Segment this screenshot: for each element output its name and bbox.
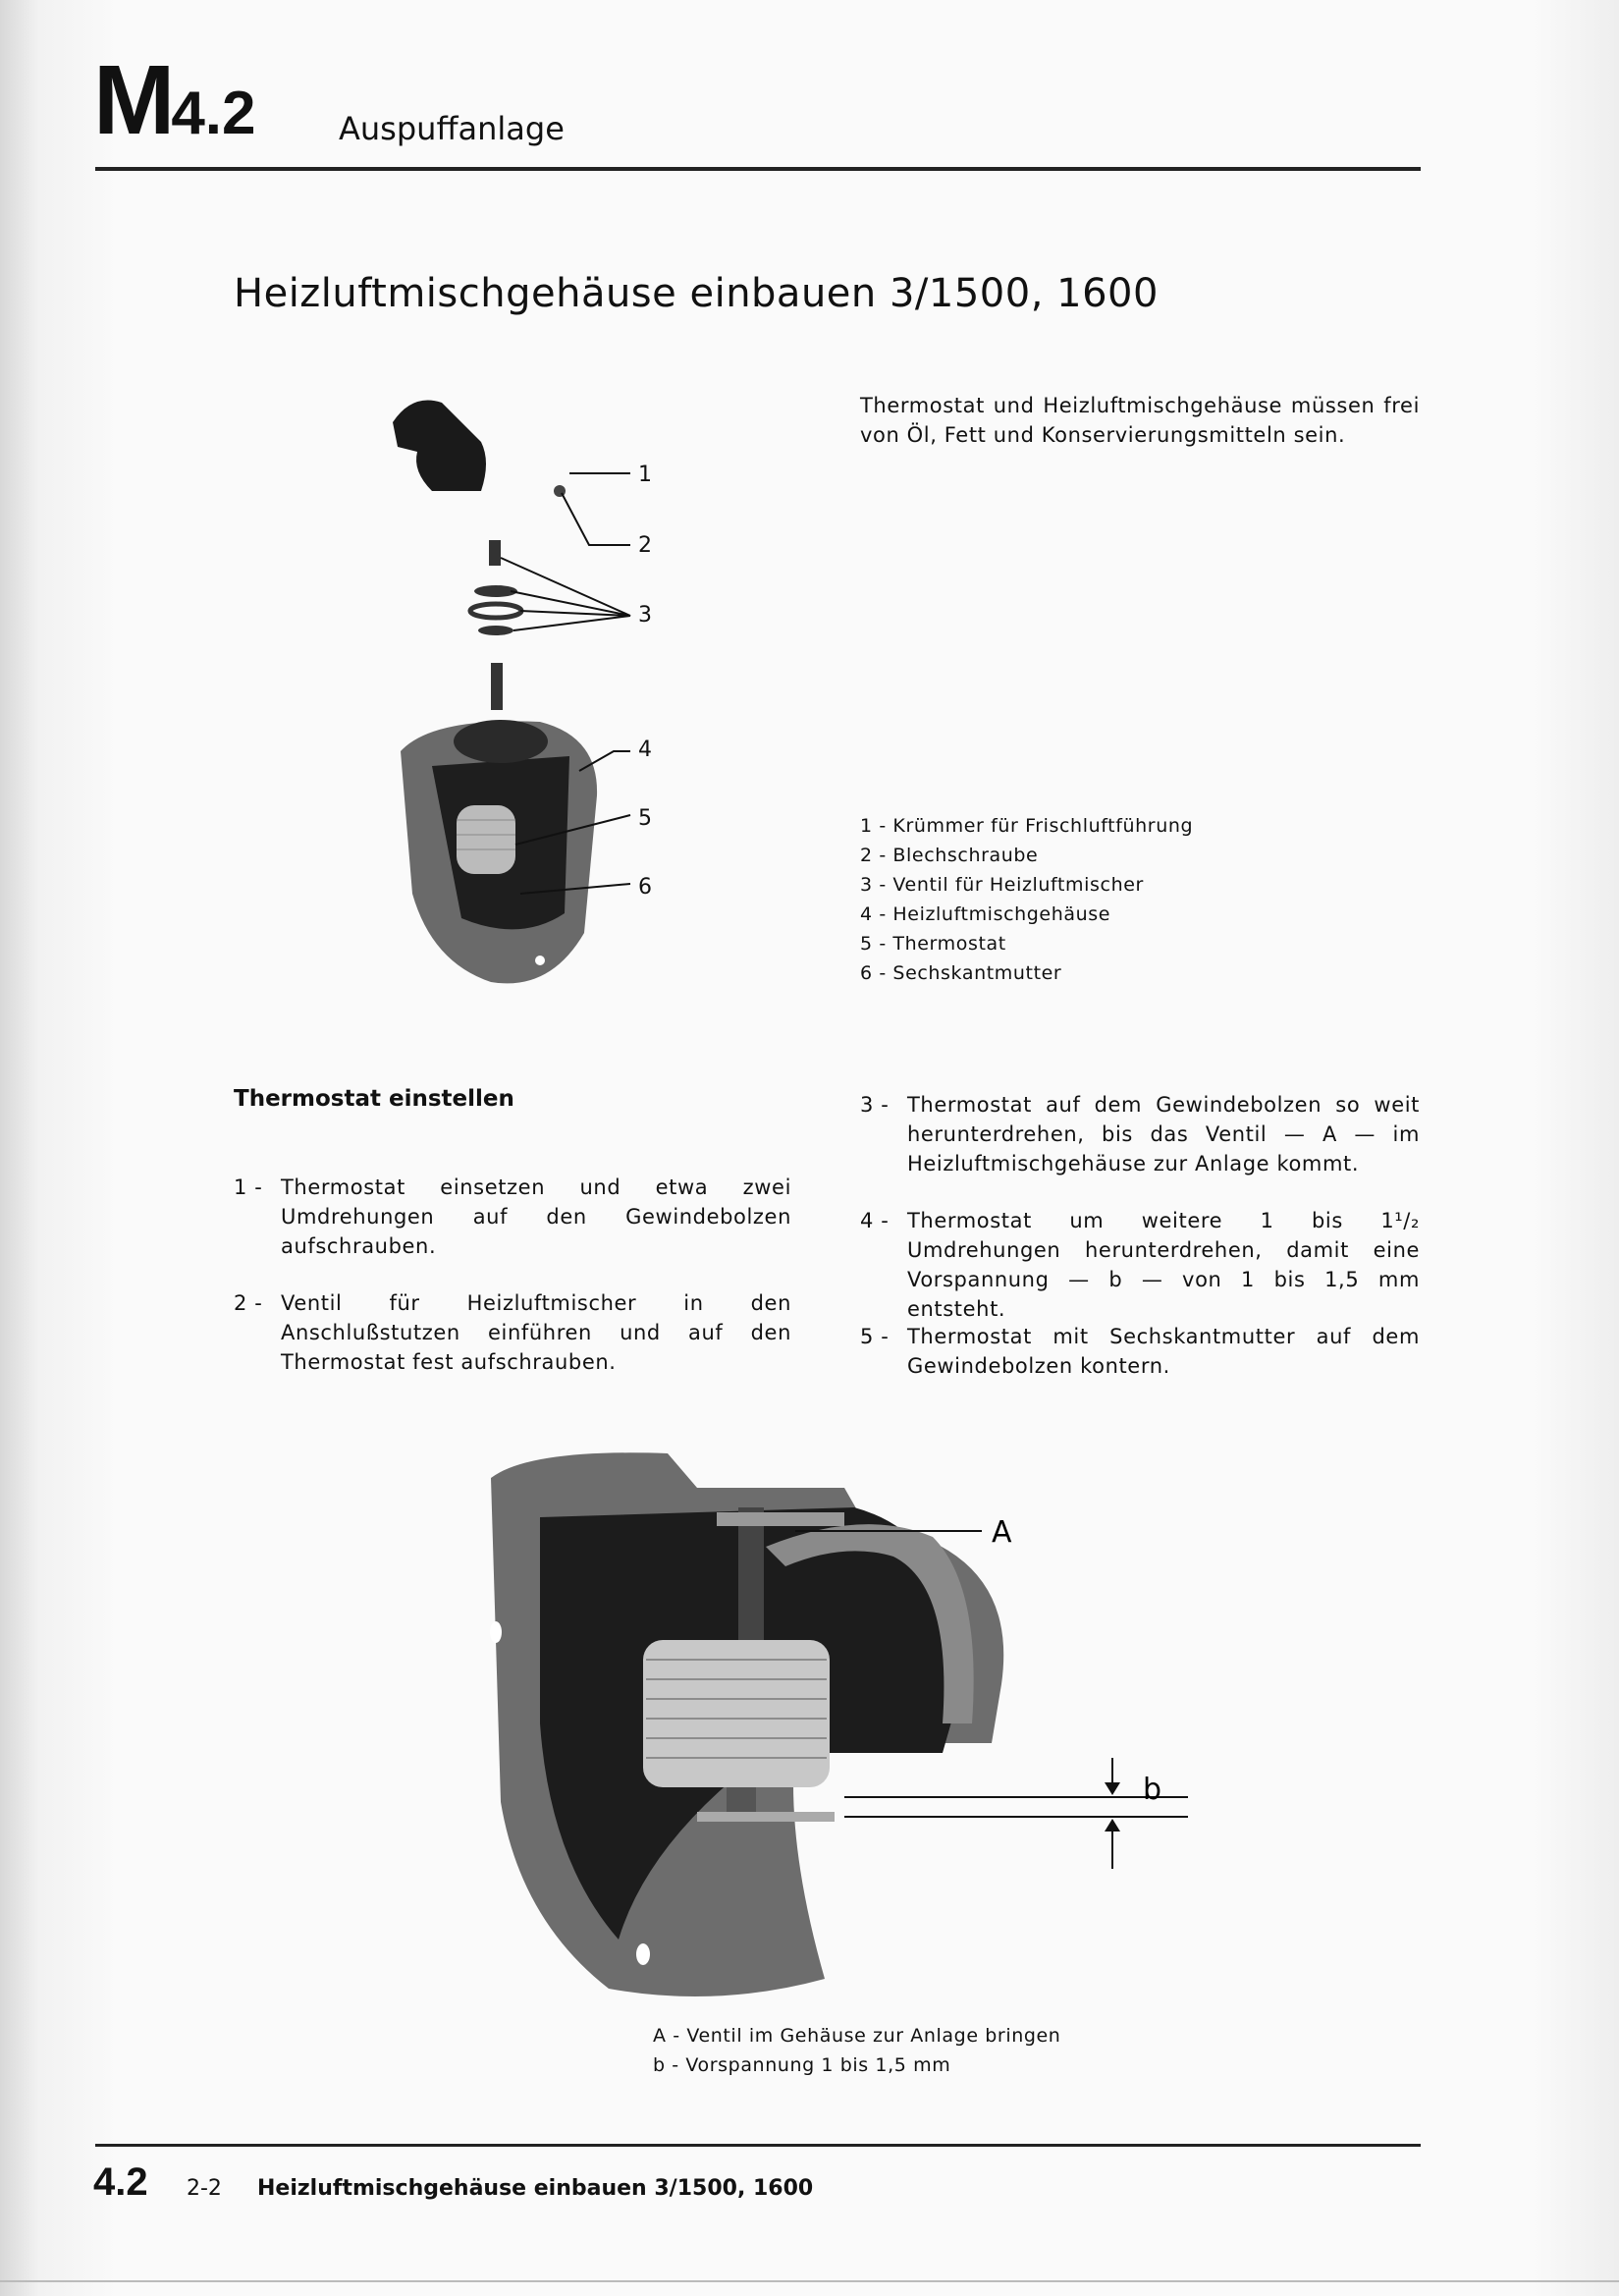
callout-4: 4 xyxy=(638,738,652,762)
page-edge-line xyxy=(0,2280,1619,2282)
callout-6: 6 xyxy=(638,875,652,900)
legend-item: 2 - Blechschraube xyxy=(860,845,1039,866)
section-heading: Thermostat einstellen xyxy=(234,1086,514,1112)
footer-number: 4.2 xyxy=(93,2160,148,2204)
legend-item: 4 - Heizluftmischgehäuse xyxy=(860,903,1111,925)
label-a: A xyxy=(992,1515,1012,1550)
callout-1: 1 xyxy=(638,463,652,487)
page-title: Heizluftmischgehäuse einbauen 3/1500, 1600 xyxy=(234,271,1159,316)
step-3: 3 - Thermostat auf dem Gewindebolzen so weit herunterdrehen, bis das Ventil — A — im Heizluftmischgehäuse zur Anlage kommt. xyxy=(860,1093,1420,1175)
chapter-number: M4.2 xyxy=(93,45,256,155)
callout-3: 3 xyxy=(638,603,652,628)
caption-a: A - Ventil im Gehäuse zur Anlage bringen xyxy=(653,2025,1061,2047)
footer-title: Heizluftmischgehäuse einbauen 3/1500, 1600 xyxy=(257,2176,814,2201)
thermostat-detail-figure xyxy=(471,1429,1198,2008)
exploded-view-figure xyxy=(373,383,668,992)
step-2: 2 - Ventil für Heizluftmischer in den Anschlußstutzen einführen und auf den Thermostat fest aufschrauben. xyxy=(234,1291,791,1374)
caption-b: b - Vorspannung 1 bis 1,5 mm xyxy=(653,2054,951,2076)
footer-page: 2-2 xyxy=(187,2176,222,2201)
header-rule xyxy=(95,167,1421,171)
legend-item: 5 - Thermostat xyxy=(860,933,1006,955)
legend-item: 3 - Ventil für Heizluftmischer xyxy=(860,874,1144,896)
callout-2: 2 xyxy=(638,533,652,558)
section-name: Auspuffanlage xyxy=(339,110,565,147)
footer-rule xyxy=(95,2144,1421,2147)
figure-caption xyxy=(653,2021,1060,2080)
step-1: 1 - Thermostat einsetzen und etwa zwei Umdrehungen auf den Gewindebolzen aufschrauben. xyxy=(234,1175,791,1258)
callout-5: 5 xyxy=(638,806,652,831)
label-b: b xyxy=(1143,1773,1162,1807)
legend-item: 1 - Krümmer für Frischluftführung xyxy=(860,815,1194,837)
parts-legend xyxy=(860,811,1193,988)
step-4: 4 - Thermostat um weitere 1 bis 1¹/₂ Umdrehungen herunterdrehen, damit eine Vorspannung — b — von 1 bis 1,5 mm entsteht. xyxy=(860,1209,1420,1321)
intro-text: Thermostat und Heizluftmischgehäuse müssen frei von Öl, Fett und Konservierungsmitteln sein. xyxy=(860,394,1420,447)
step-5: 5 - Thermostat mit Sechskantmutter auf dem Gewindebolzen kontern. xyxy=(860,1325,1420,1378)
legend-item: 6 - Sechskantmutter xyxy=(860,962,1062,984)
